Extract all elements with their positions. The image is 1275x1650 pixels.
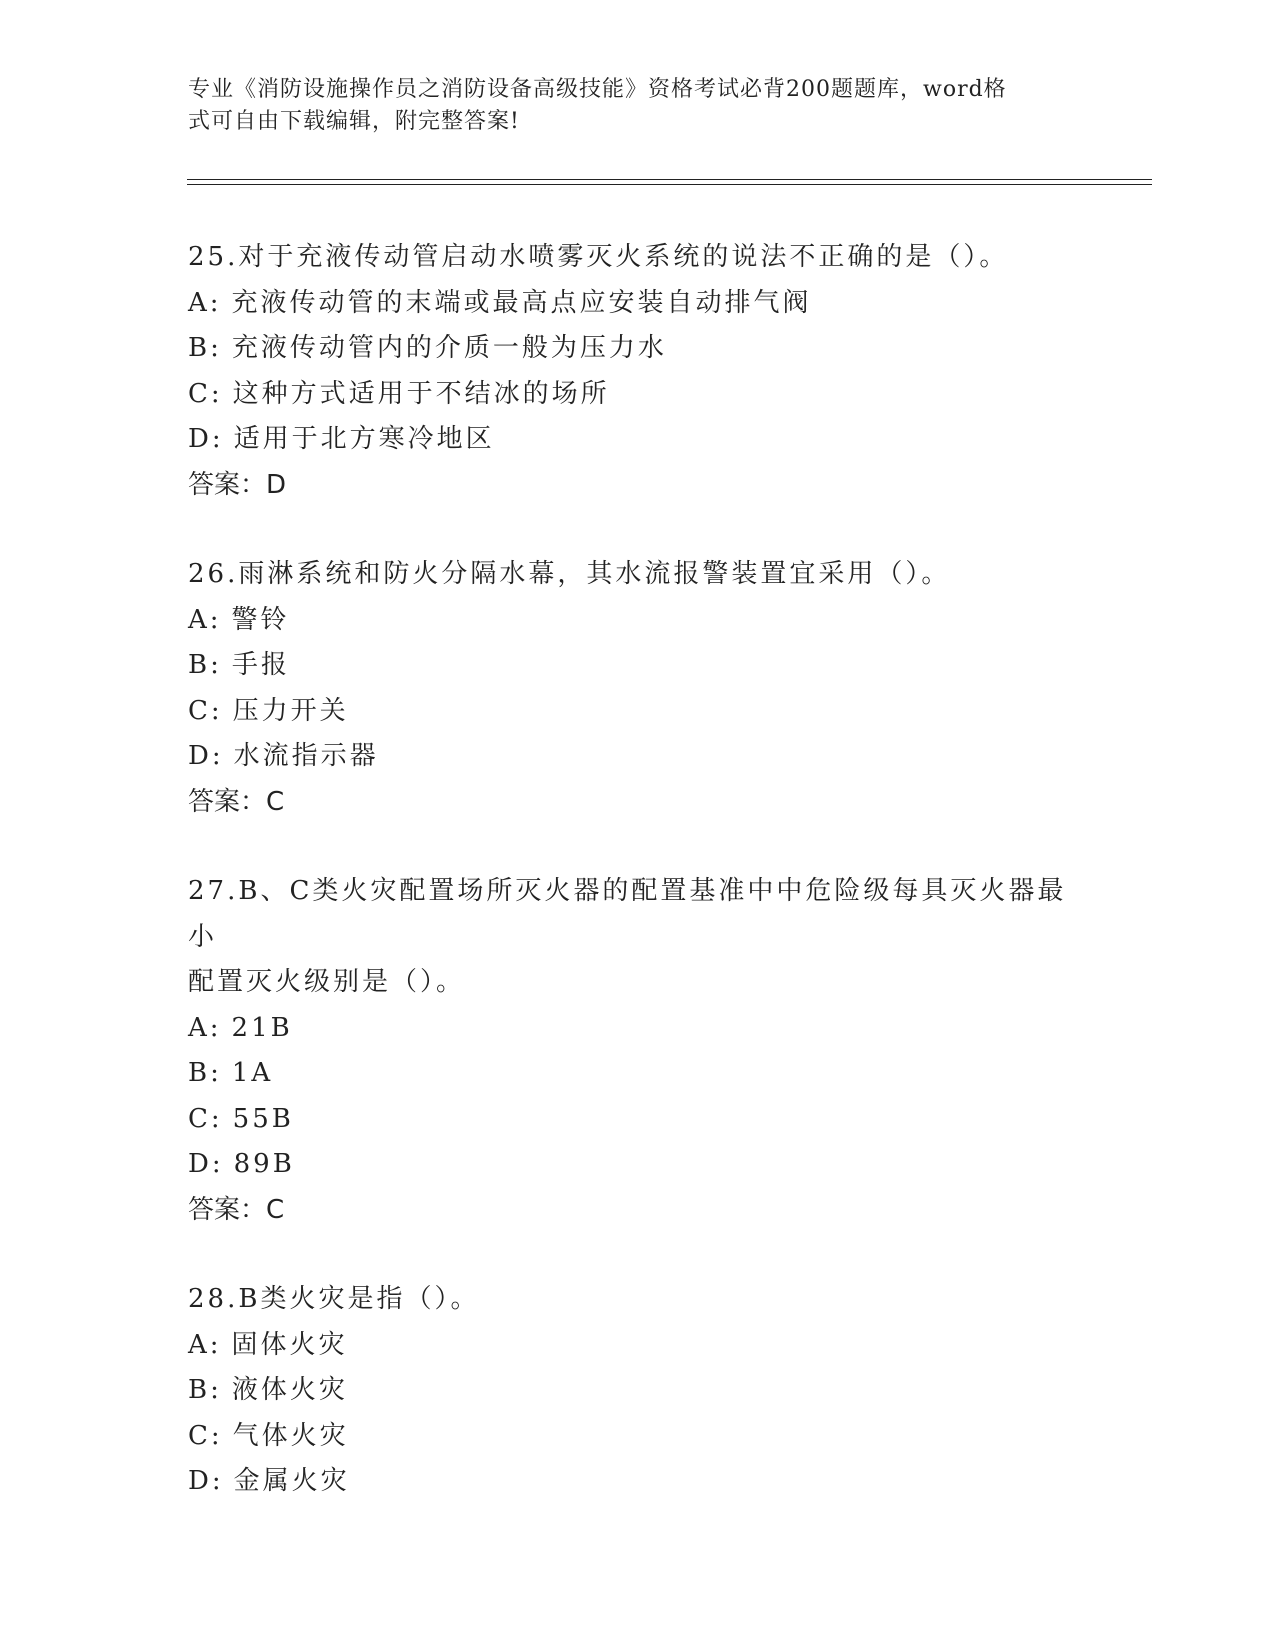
option-text: 充液传动管内的介质一般为压力水 xyxy=(231,333,667,363)
option-c xyxy=(188,689,1088,735)
option-text: 金属火灾 xyxy=(233,1466,350,1496)
question-28 xyxy=(188,1277,1088,1505)
option-a xyxy=(188,598,1088,644)
option-text: 气体火灾 xyxy=(232,1420,349,1451)
answer-line: 答案：C xyxy=(188,1194,285,1225)
option-letter: A: xyxy=(188,604,222,635)
option-d xyxy=(188,417,1088,463)
option-letter: A: xyxy=(188,1012,222,1043)
option-b xyxy=(188,326,1088,372)
option-letter: B: xyxy=(188,1058,222,1088)
option-text: 这种方式适用于不结冰的场所 xyxy=(232,378,610,409)
option-d xyxy=(188,1459,1088,1505)
header-line-1: 专业《消防设施操作员之消防设备高级技能》资格考试必背200题题库，word格 xyxy=(188,77,1007,102)
option-a xyxy=(188,1006,1088,1052)
option-text: 固体火灾 xyxy=(231,1329,348,1360)
option-text: 21B xyxy=(231,1012,293,1043)
option-text: 充液传动管的末端或最高点应安装自动排气阀 xyxy=(231,287,812,318)
option-letter: C: xyxy=(188,378,223,409)
option-b xyxy=(188,643,1088,689)
option-c xyxy=(188,372,1088,418)
option-letter: C: xyxy=(188,1420,223,1451)
option-letter: B: xyxy=(188,650,222,680)
question-stem: 27.B、C类火灾配置场所灭火器的配置基准中中危险级每具灭火器最小 xyxy=(188,876,1067,952)
question-26 xyxy=(188,552,1088,825)
option-letter: B: xyxy=(188,1375,222,1405)
option-letter: A: xyxy=(188,1329,222,1360)
question-25 xyxy=(188,235,1088,508)
option-text: 55B xyxy=(232,1103,294,1134)
question-stem: 26.雨淋系统和防火分隔水幕，其水流报警装置宜采用（）。 xyxy=(188,559,951,589)
option-text: 水流指示器 xyxy=(233,741,379,771)
question-stem: 28.B类火灾是指（）。 xyxy=(188,1284,480,1314)
header-line-2: 式可自由下载编辑，附完整答案! xyxy=(188,109,520,134)
option-c xyxy=(188,1097,1088,1143)
option-text: 警铃 xyxy=(231,604,290,635)
option-letter: B: xyxy=(188,333,222,363)
option-d xyxy=(188,1142,1088,1188)
option-letter: D: xyxy=(188,424,224,454)
option-a xyxy=(188,281,1088,327)
question-stem: 25.对于充液传动管启动水喷雾灭火系统的说法不正确的是（）。 xyxy=(188,242,1009,272)
option-b xyxy=(188,1051,1088,1097)
document-header xyxy=(188,74,1068,138)
option-letter: D: xyxy=(188,741,224,771)
header-divider-top xyxy=(187,179,1152,180)
answer-line: 答案：D xyxy=(188,469,287,500)
option-d xyxy=(188,734,1088,780)
option-letter: D: xyxy=(188,1149,224,1179)
option-text: 89B xyxy=(233,1149,295,1179)
question-stem-continued: 配置灭火级别是（）。 xyxy=(188,967,466,997)
option-text: 1A xyxy=(231,1058,274,1088)
option-text: 适用于北方寒冷地区 xyxy=(233,424,495,454)
option-letter: C: xyxy=(188,1103,223,1134)
answer-line: 答案：C xyxy=(188,786,285,817)
option-b xyxy=(188,1368,1088,1414)
question-27 xyxy=(188,869,1088,1233)
option-a xyxy=(188,1323,1088,1369)
option-letter: C: xyxy=(188,695,223,726)
option-letter: A: xyxy=(188,287,222,318)
header-divider-bottom xyxy=(187,184,1152,185)
option-text: 压力开关 xyxy=(232,695,349,726)
option-text: 手报 xyxy=(231,650,290,680)
option-letter: D: xyxy=(188,1466,224,1496)
option-c xyxy=(188,1414,1088,1460)
question-list xyxy=(188,235,1088,1549)
option-text: 液体火灾 xyxy=(231,1375,348,1405)
